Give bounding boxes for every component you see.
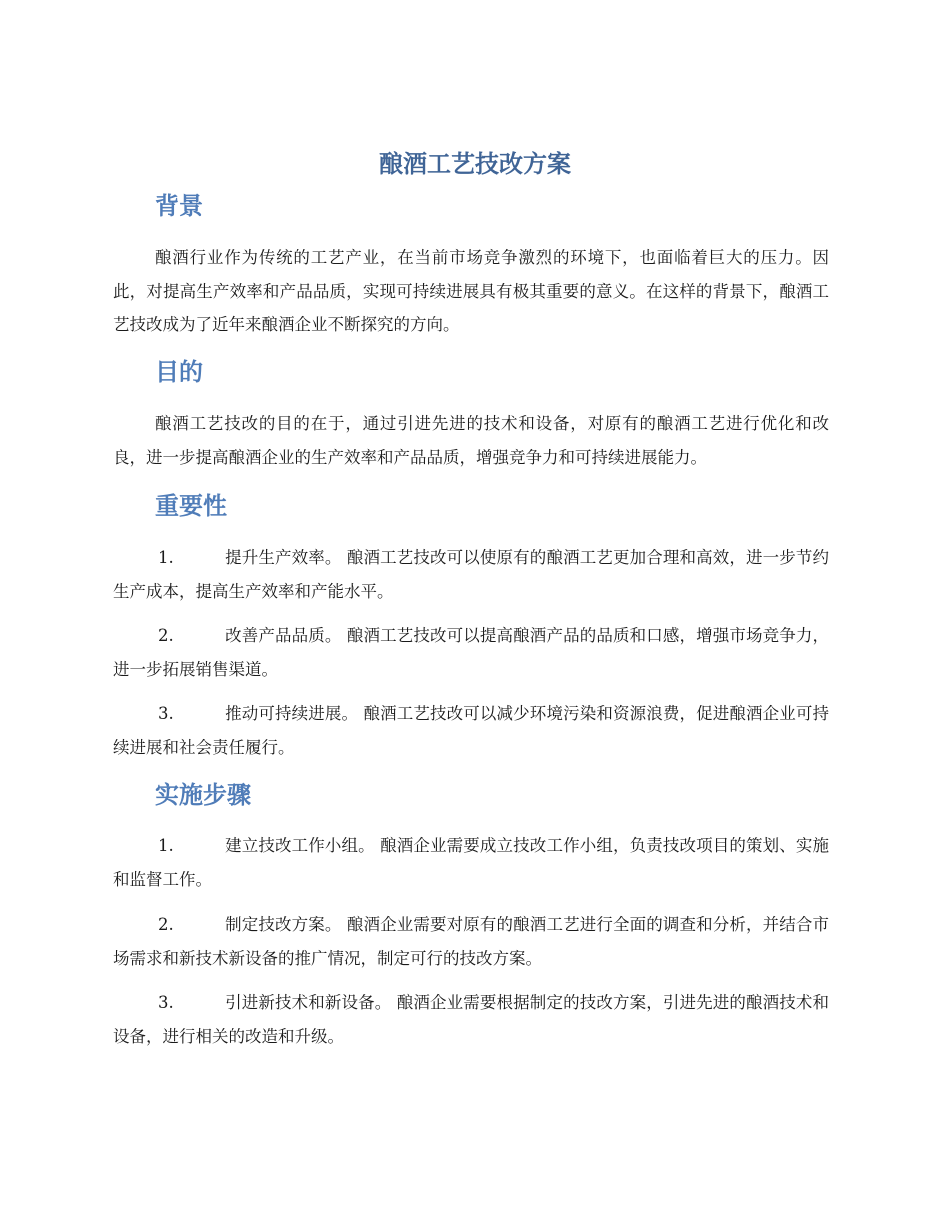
purpose-paragraph: 酿酒工艺技改的目的在于，通过引进先进的技术和设备，对原有的酿酒工艺进行优化和改良，进一步提高酿酒企业的生产效率和产品品质，增强竞争力和可持续进展能力。 (113, 414, 829, 467)
list-item-number: 1. (158, 548, 174, 567)
list-item-number: 1. (158, 836, 174, 855)
list-item-text: 改善产品品质。 酿酒工艺技改可以提高酿酒产品的品质和口感，增强市场竞争力，进一步拓展销售渠道。 (113, 626, 829, 679)
implementation-list-item (113, 908, 829, 975)
list-item-number: 3. (158, 993, 174, 1012)
section-heading-purpose: 目的 (155, 358, 203, 386)
list-item-number: 2. (158, 915, 174, 934)
background-paragraph: 酿酒行业作为传统的工艺产业，在当前市场竞争激烈的环境下，也面临着巨大的压力。因此，对提高生产效率和产品品质，实现可持续进展具有极其重要的意义。在这样的背景下，酿酒工艺技改成为了近年来酿酒企业不断探究的方向。 (113, 248, 829, 334)
section-heading-implementation: 实施步骤 (155, 781, 251, 809)
section-heading-importance: 重要性 (155, 492, 227, 520)
importance-list-item (113, 541, 829, 608)
list-item-number: 2. (158, 626, 174, 645)
implementation-list-item (113, 986, 829, 1053)
list-item-text: 制定技改方案。 酿酒企业需要对原有的酿酒工艺进行全面的调查和分析，并结合市场需求和新技术新设备的推广情况，制定可行的技改方案。 (113, 915, 829, 968)
list-item-text: 建立技改工作小组。 酿酒企业需要成立技改工作小组，负责技改项目的策划、实施和监督工作。 (113, 836, 829, 889)
section-heading-background: 背景 (155, 192, 203, 220)
importance-list-item (113, 697, 829, 764)
list-item-text: 提升生产效率。 酿酒工艺技改可以使原有的酿酒工艺更加合理和高效，进一步节约生产成本，提高生产效率和产能水平。 (113, 548, 829, 601)
list-item-text: 引进新技术和新设备。 酿酒企业需要根据制定的技改方案，引进先进的酿酒技术和设备，进行相关的改造和升级。 (113, 993, 829, 1046)
implementation-list-item (113, 829, 829, 896)
list-item-number: 3. (158, 704, 174, 723)
page-title: 酿酒工艺技改方案 (379, 150, 571, 178)
importance-list-item (113, 619, 829, 686)
list-item-text: 推动可持续进展。 酿酒工艺技改可以减少环境污染和资源浪费，促进酿酒企业可持续进展和社会责任履行。 (113, 704, 829, 757)
